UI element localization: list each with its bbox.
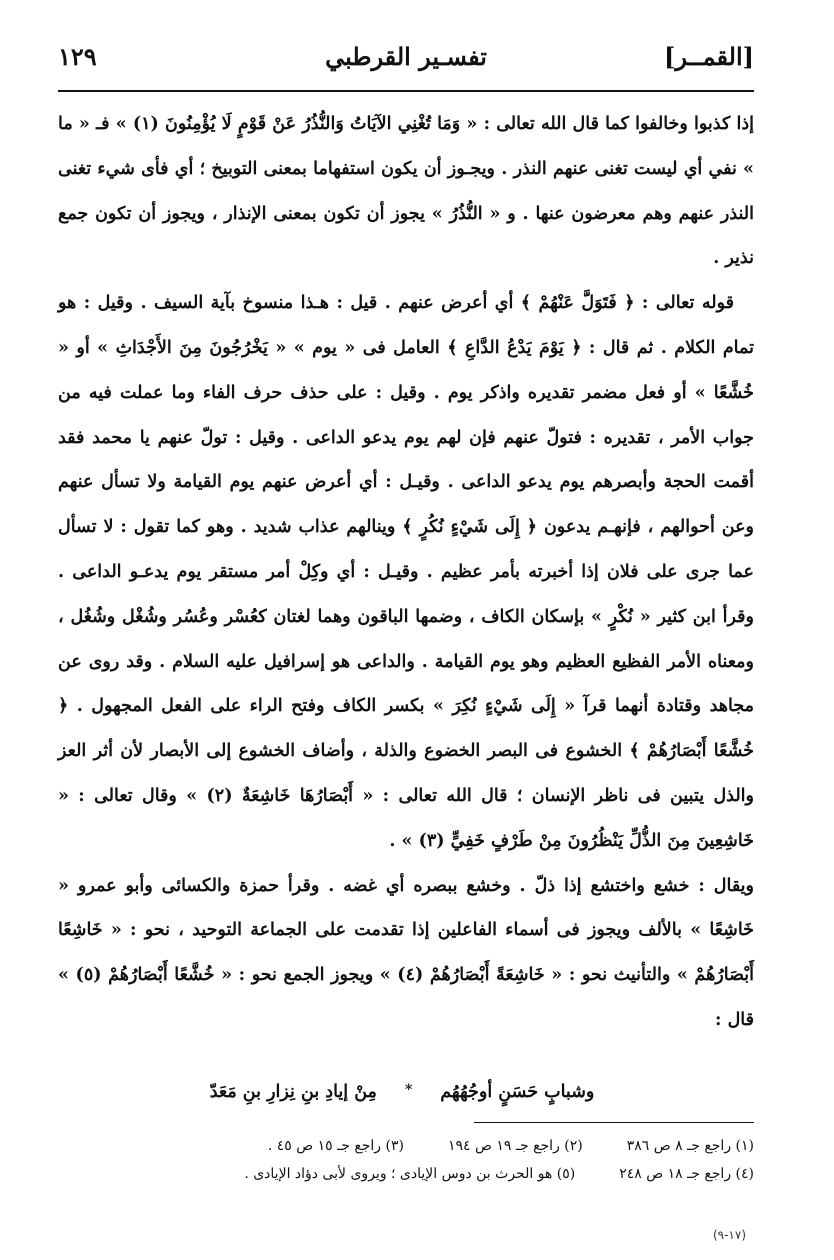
- footnote: (٣) راجع جـ ١٥ ص ٤٥ .: [267, 1138, 404, 1154]
- paragraph: ويقال : خشع واختشع إذا ذلّ . وخشع ببصره أي غضه . وقرأ حمزة والكسائى وأبو عمرو « خَاشِعًا » بالألف ويجوز فى أسماء الفاعلين إذا تقدمت على الجماعة التوحيد ، نحو : « خَاشِعًا أَبْصَارُهُمْ » والتأنيث نحو : « خَاشِعَةً أَبْصَارُهُمْ (٤) » ويجوز الجمع نحو : « خُشَّعًا أَبْصَارُهُمْ (٥) » قال :: [58, 875, 754, 1030]
- footnote-line: [58, 1160, 754, 1188]
- footnote: (٤) راجع جـ ١٨ ص ٢٤٨: [619, 1166, 754, 1182]
- footnote: (١) راجع جـ ٨ ص ٣٨٦: [626, 1138, 754, 1154]
- verse-first-hemistich: وشبابٍ حَسَنٍ أوجُهُهُم: [440, 1082, 595, 1102]
- paragraph: قوله تعالى : ﴿ فَتَوَلَّ عَنْهُمْ ﴾ أي أعرض عنهم . قيل : هـذا منسوخ بآية السيف . وقيل : هو تمام الكلام . ثم قال : ﴿ يَوْمَ يَدْعُ الدَّاعِ ﴾ العامل فى « يوم » « يَخْرُجُونَ مِنَ الأَجْدَاثِ » أو « خُشَّعًا » أو فعل مضمر تقديره واذكر يوم . وقيل : على حذف حرف الفاء وما عملت فيه من جواب الأمر ، تقديره : فتولّ عنهم فإن لهم يوم يدعو الداعى . وقيل : تولّ عنهم يا محمد فقد أقمت الحجة وأبصرهم يوم يدعو الداعى . وقيـل : أي أعرض عنهم يوم القيامة ولا تسأل عنهم وعن أحوالهم ، فإنهـم يدعون ﴿ إِلَى شَيْءٍ نُكُرٍ ﴾ وينالهم عذاب شديد . وهو كما تقول : لا تسأل عما جرى على فلان إذا أخبرته بأمر عظيم . وقيـل : أي وكِلْ أمر مستقر يوم يدعـو الداعى . وقرأ ابن كثير « نُكْرٍ » بإسكان الكاف ، وضمها الباقون وهما لغتان كعُسْر وعُسُر وشُغْل وشُغُل ، ومعناه الأمر الفظيع العظيم وهو يوم القيامة . والداعى هو إسرافيل عليه السلام . وقد روى عن مجاهد وقتادة أنهما قرآ « إِلَى شَيْءٍ نُكِرَ » بكسر الكاف وفتح الراء على الفعل المجهول . ﴿ خُشَّعًا أَبْصَارُهُمْ ﴾ الخشوع فى البصر الخضوع والذلة ، وأضاف الخشوع إلى الأبصار لأن أثر العز والذل يتبين فى ناظر الإنسان ؛ قال الله تعالى : « أَبْصَارُهَا خَاشِعَةٌ (٢) » وقال تعالى : « خَاشِعِينَ مِنَ الذُّلِّ يَنْظُرُونَ مِنْ طَرْفٍ خَفِيٍّ (٣) » .: [58, 293, 754, 851]
- poetry-verse: [120, 1082, 684, 1102]
- header-rule: [58, 90, 754, 92]
- footnote: (٥) هو الحرث بن دوس الإيادى ؛ ويروى لأبى دؤاد الإيادى .: [244, 1166, 576, 1182]
- page-header: [58, 40, 754, 86]
- verse-second-hemistich: مِنْ إيادِ بنِ نِزارِ بنِ مَعَدّ: [209, 1082, 377, 1102]
- footnote-rule: [474, 1122, 754, 1123]
- running-title: تفسـير القرطبي: [325, 42, 487, 71]
- printer-signature: (١٧-٩): [712, 1228, 746, 1242]
- footnote-line: [58, 1132, 754, 1160]
- surah-name: [القمــر]: [663, 42, 754, 71]
- footnotes: [58, 1132, 754, 1188]
- paragraph: إذا كذبوا وخالفوا كما قال الله تعالى : « وَمَا تُغْنِي الآيَاتُ وَالنُّذُرُ عَنْ قَوْمٍ لَا يُؤْمِنُونَ (١) » فـ « ما » نفي أي ليست تغنى عنهم النذر . ويجـوز أن يكون استفهاما بمعنى التوبيخ ؛ أي فأى شيء تغنى النذر عنهم وهم معرضون عنها . و « النُّذُرُ » يجوز أن تكون بمعنى الإنذار ، ويجوز أن تكون جمع نذير .: [58, 114, 755, 269]
- footnote: (٢) راجع جـ ١٩ ص ١٩٤: [447, 1138, 583, 1154]
- verse-separator: *: [404, 1082, 413, 1098]
- body-text: [58, 102, 754, 1043]
- page-number: ١٢٩: [58, 42, 97, 71]
